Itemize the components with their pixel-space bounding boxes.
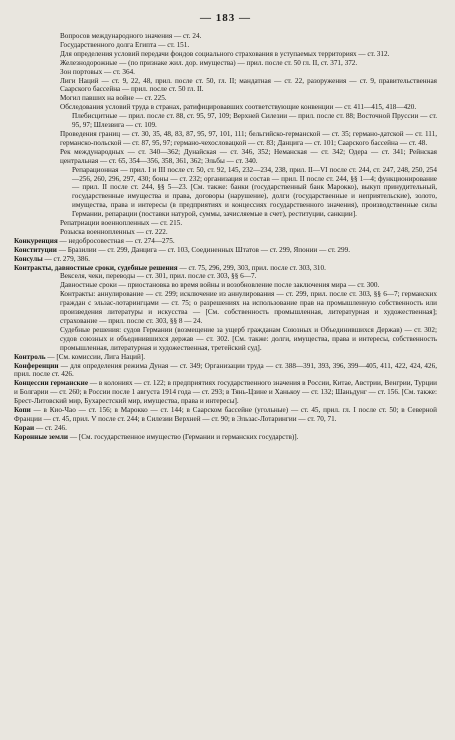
index-text: — ст. 246. [34,423,67,432]
index-term: Контроль [14,352,46,361]
index-text: Обследования условий труда в странах, ратифицировавших соответствующие конвенции — ст. 411—415, 418—420. [60,103,417,112]
index-entry [14,77,437,95]
index-entry [14,103,437,112]
index-text: Репатриации военнопленных — ст. 215. [60,219,183,228]
index-entry [14,379,437,406]
index-entry [14,41,437,50]
index-entries [14,32,437,442]
index-text: — [См. государственное имущество (Германии и германских государств)]. [68,432,299,441]
index-entry [14,68,437,77]
index-text: Векселя, чеки, переводы — ст. 301, прил. после ст. 303, §§ 6—7. [60,272,257,281]
index-text: Могил павших на войне — ст. 225. [60,94,167,103]
index-entry [14,290,437,326]
index-text: Судебные решения: судов Германии (возмещение за ущерб гражданам Союзных и Объединившихся Держав) — ст. 302; судов союзных и объединившихся держав — ст. 302. [См. также: долги, имущества, права и интересы, собственность промышленная, литературная и художественная, третейский суд]. [60,325,437,352]
index-entry [14,166,437,219]
index-term: Кораи [14,423,35,432]
page-number: — 183 — [200,12,251,24]
index-term: Консулы [14,254,43,263]
index-entry [14,281,437,290]
index-text: — недобросовестная — ст. 274—275. [57,236,175,245]
index-text: Плебисцитные — прил. после ст. 88, ст. 95, 97, 109; Верхней Силезии — прил. после ст. 88; Восточной Пруссии — ст. 95, 97; Шлезвига — ст. 109. [72,112,437,130]
index-text: — для определения режима Дуная — ст. 349; Организации труда — ст. 388—391, 393, 396, 399—405, 411, 422, 424, 426, прил. после ст. 426. [14,361,437,379]
index-term: Контракты, давностные сроки, судебные решения [14,263,178,272]
index-text: Железнодорожные — (по признаке жил. дор. имущества) — прил. после ст. 50 гл. II, ст. 371, 372. [60,58,358,67]
index-entry [14,50,437,59]
index-text: Проведения границ — ст. 30, 35, 48, 83, 87, 95, 97, 101, 111; бельгийско-германской — ст. 35; германо-датской — ст. 111, германско-польской — ст. 87, 95, 97; германо-чехословацкой — ст. 83; Данцига — ст. 101; Саарского бассейна — ст. 48. [60,129,437,147]
index-entry [14,424,437,433]
index-term: Конференции [14,361,59,370]
index-text: — в колониях — ст. 122; в предприятиях государственного значения в России, Китае, Австрии, Венгрии, Турции и Болгарии — ст. 260; в России после 1 августа 1914 года — ст. 293; в Тянь-Цзине и Ханькоу — ст. 132; Шаньдунг — ст. 156. [См. также: Брест-Литовский мир, Бухарестский мир, имущества, права и интересы]. [14,379,438,406]
index-entry [14,228,437,237]
index-text: Зон портовых — ст. 364. [60,67,135,76]
index-text: Розыска военнопленных — ст. 222. [60,227,168,236]
index-text: Государственного долга Египта — ст. 151. [60,40,190,49]
index-entry [14,255,437,264]
index-text: — ст. 75, 296, 299, 303, прил. после ст. 303, 310. [177,263,326,272]
index-text: Лиги Наций — ст. 9, 22, 48, прил. после ст. 50, гл. II; мандатная — ст. 22, разоружения — ст. 9, правительственная Саарского бассейна — прил. после ст. 50 гл. II. [60,76,437,94]
index-term: Концессии германские [14,379,89,388]
index-text: — [См. комиссии, Лига Наций]. [45,352,146,361]
index-text: Контракты: аннулирование — ст. 299; исключение из аннулирования — ст. 299, прил. после ст. 303, §§ 6—7; германских граждан с эльзас-лотарингцами — ст. 75; о разрешениях на использование прав на промышленную собственность или произведения литературы и искусства — [См. собственность промышленная, литературная и художественная]; страхование — прил. после ст. 303, §§ 8 — 24. [60,290,437,325]
index-text: Репарационная — прил. I и III после ст. 50, ст. 92, 145, 232—234, 238, прил. II—VI после ст. 244, ст. 247, 248, 250, 254—256, 260, 296, 297, 430; боны — ст. 232; организация и состав — прил. II после ст. 244, §§ 1—4; функционирование — прил. II после ст. 244, §§ 5—23. [См. также: банки (государственный банк Марокко), выкуп принудительный, государственные имущества и права, договоры (нарушение), долги (государственные и неприятельские), золото, имущества, права и интересы (в предприятиях и концессиях государственного значения), производственные силы Германии, репарации (поставки натурой, суммы, зачисляемые в счет), реституции, санкции]. [72,165,437,219]
index-entry [14,237,437,246]
index-entry [14,32,437,41]
index-entry [14,219,437,228]
index-entry [14,326,437,353]
index-text: Для определения условий передачи фондов социального страхования в уступаемых территориях — ст. 312. [60,49,390,58]
index-entry [14,362,437,380]
index-entry [14,272,437,281]
index-text: — в Кио-Чао — ст. 156; в Марокко — ст. 144; в Саарском бассейне (угольные) — ст. 45, прил. гл. I после ст. 50; в Северной Франции — ст. 45, прил. V после ст. 244; в Силезии Верхней — ст. 90; в Эльзас-Лотарингии — ст. 70, 71. [14,406,437,423]
index-entry [14,264,437,273]
index-entry [14,433,437,442]
index-text: Рек международных — ст. 340—362; Дунайская — ст. 346, 352; Неманская — ст. 342; Одера — ст. 341; Рейнская центральная — ст. 65, 354—356, 358, 361, 362; Эльбы — ст. 340. [60,147,437,165]
index-text: — ст. 279, 386. [42,254,90,263]
index-term: Копи [14,406,31,415]
index-entry [14,353,437,362]
index-term: Конституции [14,245,57,254]
index-term: Коронные земли [14,432,69,441]
index-text: Вопросов международного значения — ст. 24. [60,32,202,40]
index-text: — Бразилии — ст. 299, Данцига — ст. 103, Соединенных Штатов — ст. 299, Японии — ст. 299. [56,245,351,254]
index-entry [14,148,437,166]
index-entry [14,130,437,148]
index-entry [14,112,437,130]
index-term: Конкуренция [14,236,58,245]
index-entry [14,94,437,103]
index-entry [14,406,437,424]
index-entry [14,246,437,255]
index-text: Давностные сроки — приостановка во время войны и возобновление после заключения мира — ст. 300. [60,281,380,290]
index-entry [14,59,437,68]
